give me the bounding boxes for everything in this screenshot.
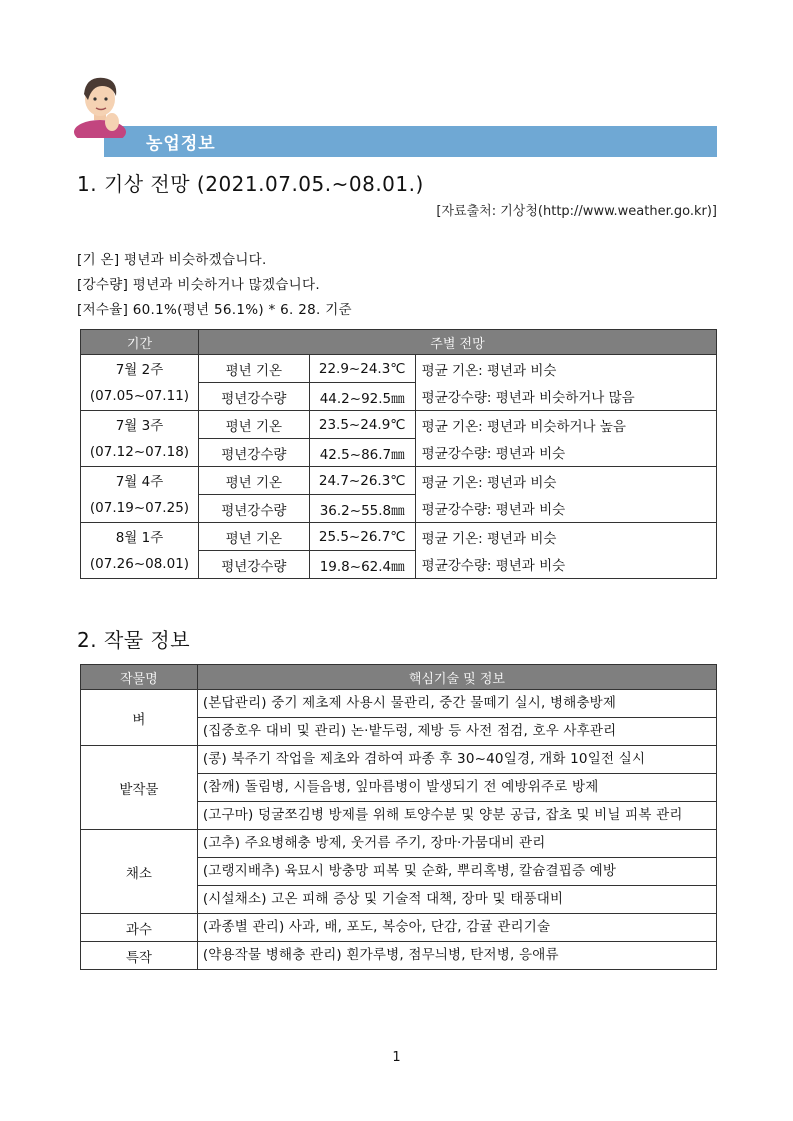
temp-value: 24.7~26.3℃ [309,467,415,495]
rain-outlook: 평균강수량: 평년과 비슷 [415,439,716,467]
weekly-outlook-table [80,329,717,579]
info-item: (고랭지배추) 육묘시 방충망 피복 및 순화, 뿌리혹병, 칼슘결핍증 예방 [197,858,716,886]
temp-label: 평년 기온 [198,411,309,439]
data-source: [자료출처: 기상청(http://www.weather.go.kr)] [436,204,717,219]
crop-name: 채소 [81,830,198,914]
rain-label: 평년강수량 [198,383,309,411]
rain-outlook: 평균강수량: 평년과 비슷하거나 많음 [415,383,716,411]
info-item: (고구마) 덩굴쪼김병 방제를 위해 토양수분 및 양분 공급, 잡초 및 비닐 피복 관리 [197,802,716,830]
rain-value: 44.2~92.5㎜ [309,383,415,411]
info-item: (고추) 주요병해충 방제, 웃거름 주기, 장마·가뭄대비 관리 [197,830,716,858]
table-header-row [81,665,717,690]
temp-value: 25.5~26.7℃ [309,523,415,551]
crop-name: 벼 [81,690,198,746]
section-label: 농업정보 [146,134,216,154]
table-row [81,746,717,774]
info-item: (참깨) 돌림병, 시들음병, 잎마름병이 발생되기 전 예방위주로 방제 [197,774,716,802]
crop-name: 과수 [81,914,198,942]
summary-reservoir: [저수율] 60.1%(평년 56.1%) * 6. 28. 기준 [77,302,352,318]
period-cell [81,467,199,523]
header-crop: 작물명 [81,665,198,690]
info-item: (본답관리) 중기 제초제 사용시 물관리, 중간 물떼기 실시, 병해충방제 [197,690,716,718]
page-number: 1 [392,1050,401,1065]
week-label: 7월 4주 [115,473,164,490]
temp-outlook: 평균 기온: 평년과 비슷 [415,355,716,383]
info-item: (시설채소) 고온 피해 증상 및 기술적 대책, 장마 및 태풍대비 [197,886,716,914]
summary-temperature: [기 온] 평년과 비슷하겠습니다. [77,252,267,268]
header-key-info: 핵심기술 및 정보 [197,665,716,690]
temp-outlook: 평균 기온: 평년과 비슷하거나 높음 [415,411,716,439]
weather-outlook-title: 1. 기상 전망 (2021.07.05.~08.01.) [77,172,424,196]
header-weekly-outlook: 주별 전망 [198,330,716,355]
table-row [81,942,717,970]
table-row [81,523,717,551]
rain-value: 19.8~62.4㎜ [309,551,415,579]
date-range: (07.26~08.01) [89,555,190,572]
temp-label: 평년 기온 [198,355,309,383]
summary-precipitation: [강수량] 평년과 비슷하거나 많겠습니다. [77,277,320,293]
info-item: (과종별 관리) 사과, 배, 포도, 복숭아, 단감, 감귤 관리기술 [197,914,716,942]
week-label: 7월 3주 [115,417,164,434]
period-cell [81,411,199,467]
temp-value: 22.9~24.3℃ [309,355,415,383]
table-row [81,411,717,439]
crop-info-table [80,664,717,970]
date-range: (07.19~07.25) [89,499,190,516]
rain-outlook: 평균강수량: 평년과 비슷 [415,495,716,523]
table-row [81,467,717,495]
farmer-mascot-icon [70,72,136,138]
crop-info-title: 2. 작물 정보 [77,628,191,652]
table-row [81,830,717,858]
temp-label: 평년 기온 [198,467,309,495]
rain-label: 평년강수량 [198,495,309,523]
period-cell [81,523,199,579]
info-item: (집중호우 대비 및 관리) 논·밭두렁, 제방 등 사전 점검, 호우 사후관리 [197,718,716,746]
week-label: 7월 2주 [115,361,164,378]
header-period: 기간 [81,330,199,355]
crop-name: 특작 [81,942,198,970]
rain-value: 42.5~86.7㎜ [309,439,415,467]
date-range: (07.05~07.11) [89,387,190,404]
table-row [81,355,717,383]
rain-label: 평년강수량 [198,551,309,579]
table-row [81,914,717,942]
table-row [81,690,717,718]
date-range: (07.12~07.18) [89,443,190,460]
rain-outlook: 평균강수량: 평년과 비슷 [415,551,716,579]
week-label: 8월 1주 [115,529,164,546]
rain-value: 36.2~55.8㎜ [309,495,415,523]
temp-label: 평년 기온 [198,523,309,551]
temp-outlook: 평균 기온: 평년과 비슷 [415,467,716,495]
info-item: (약용작물 병해충 관리) 흰가루병, 점무늬병, 탄저병, 응애류 [197,942,716,970]
temp-outlook: 평균 기온: 평년과 비슷 [415,523,716,551]
temp-value: 23.5~24.9℃ [309,411,415,439]
info-item: (콩) 북주기 작업을 제초와 겸하여 파종 후 30~40일경, 개화 10일전 실시 [197,746,716,774]
table-header-row [81,330,717,355]
period-cell [81,355,199,411]
rain-label: 평년강수량 [198,439,309,467]
crop-name: 밭작물 [81,746,198,830]
